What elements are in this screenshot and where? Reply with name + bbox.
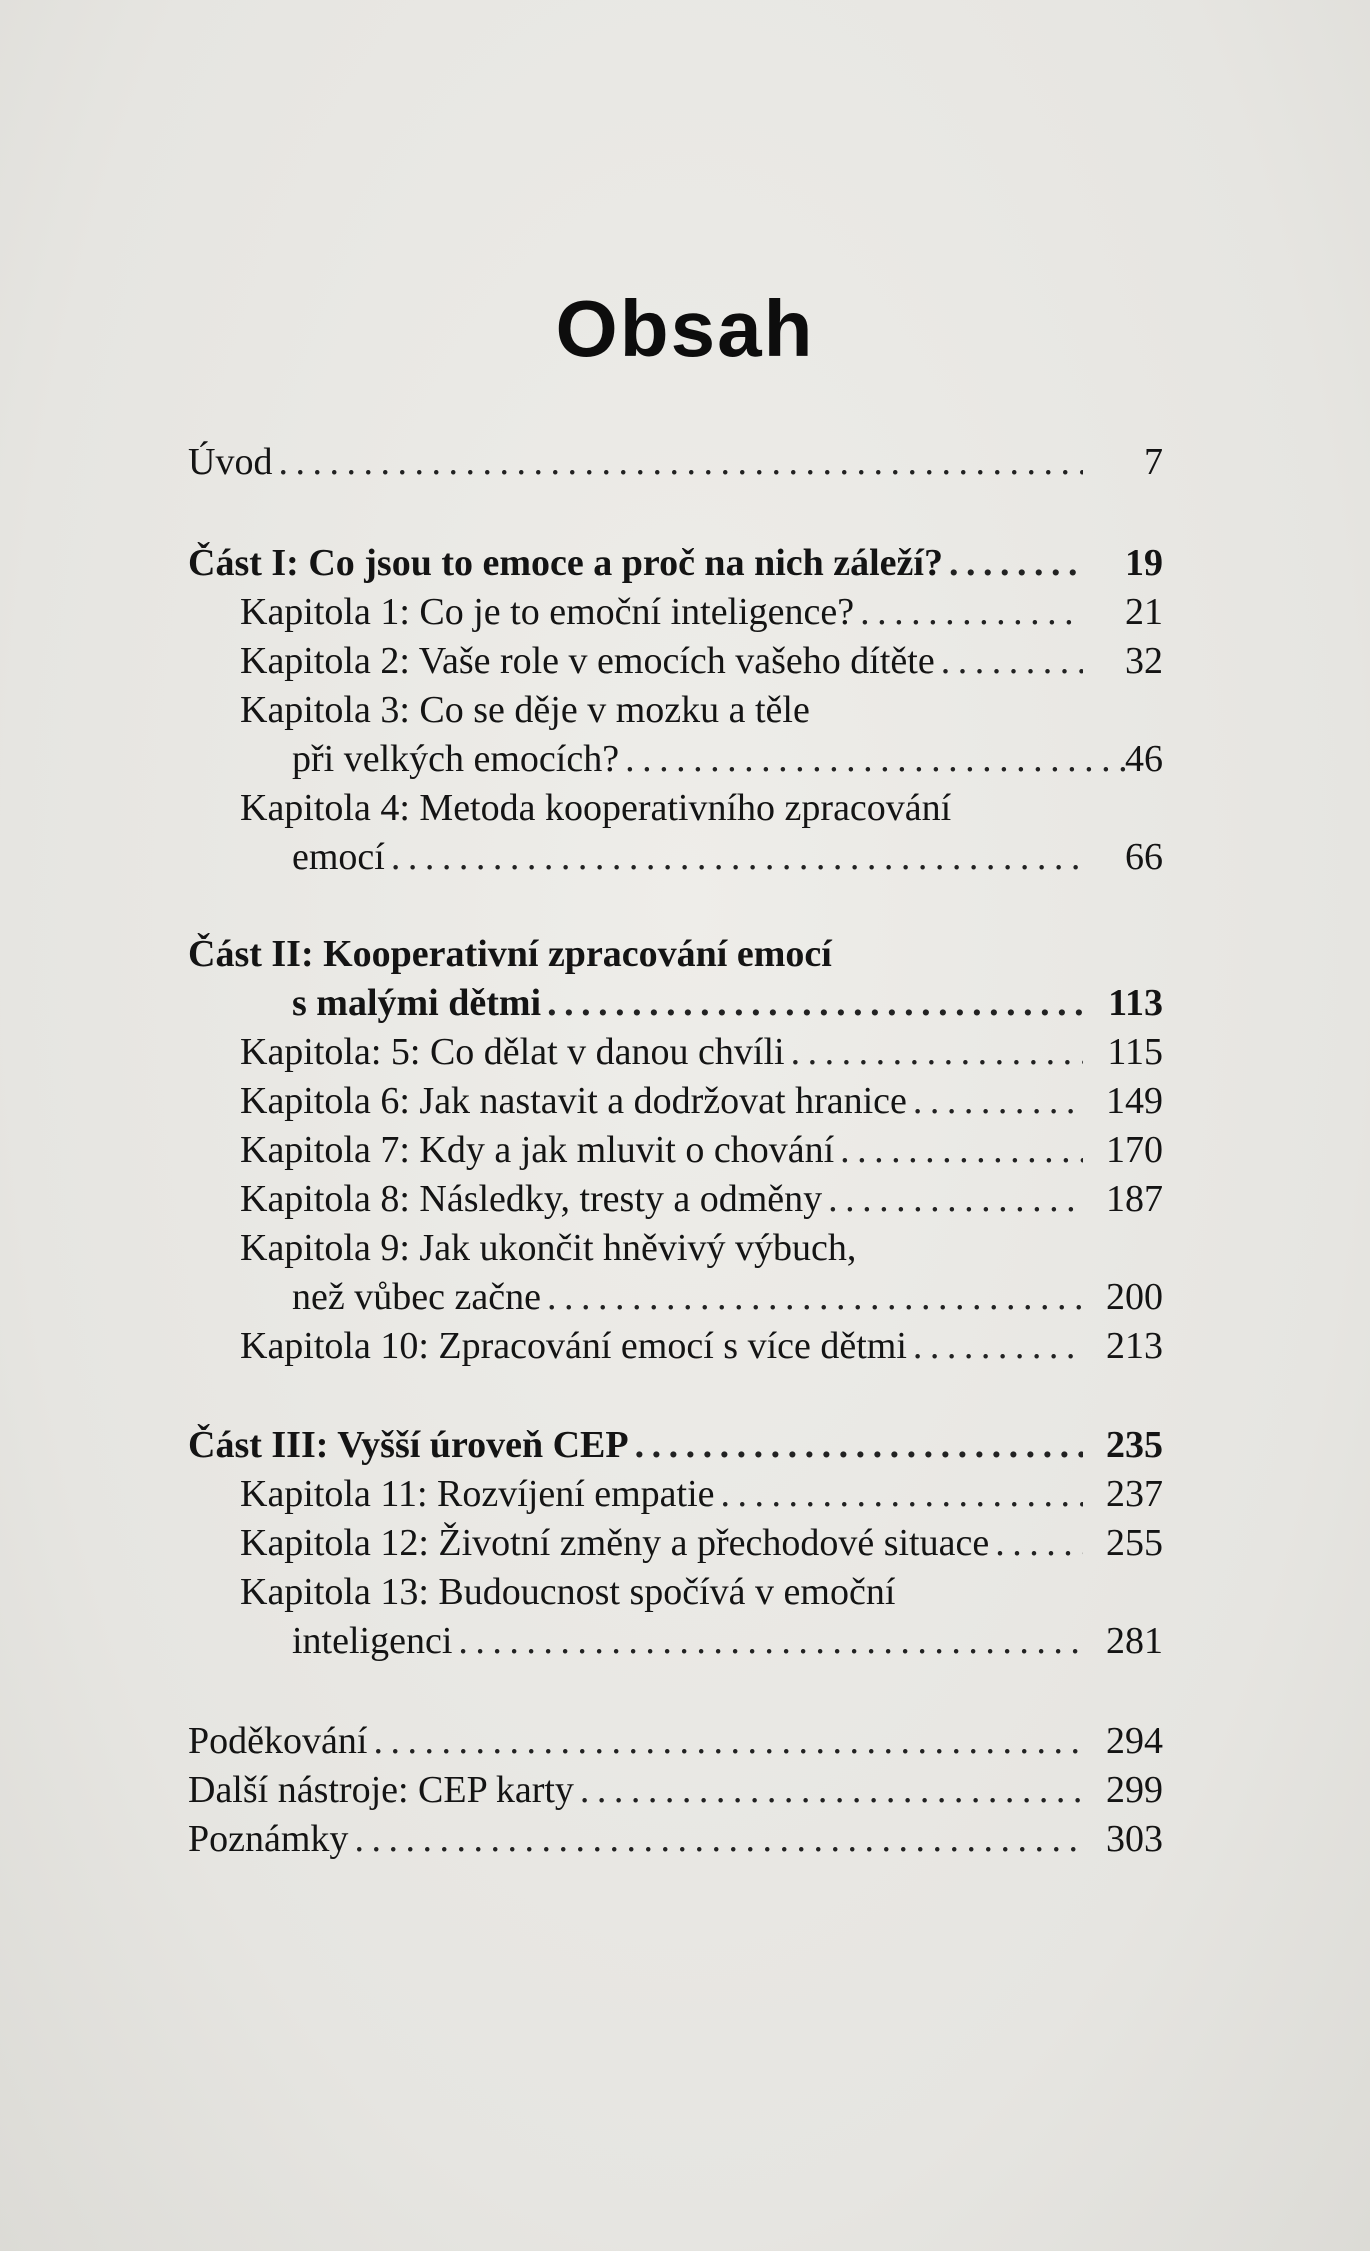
dot-leader	[828, 1174, 1083, 1224]
page-number: 46	[1125, 738, 1163, 780]
toc-entry-chapter-10	[240, 1321, 1163, 1371]
dot-leader	[941, 636, 1083, 686]
dot-leader	[949, 538, 1083, 588]
page-number: 303	[1106, 1818, 1163, 1860]
entry-label: inteligenci	[292, 1620, 453, 1662]
dot-leader	[547, 1272, 1083, 1322]
toc-entry-acknowledgements	[188, 1716, 1163, 1766]
page-number: 281	[1106, 1620, 1163, 1662]
page-title: Obsah	[555, 284, 815, 373]
toc-entry-chapter-11	[240, 1469, 1163, 1519]
toc-entry-chapter-13	[292, 1616, 1163, 1666]
page-number: 7	[1144, 441, 1163, 483]
page-number: 21	[1125, 591, 1163, 633]
entry-label: Kapitola 6: Jak nastavit a dodržovat hranice	[240, 1080, 907, 1122]
toc-entry-chapter-8	[240, 1174, 1163, 1224]
page-number: 213	[1106, 1325, 1163, 1367]
toc-entry-chapter-1	[240, 587, 1163, 637]
entry-label: Kapitola: 5: Co dělat v danou chvíli	[240, 1031, 785, 1073]
toc-entry-chapter-9	[292, 1272, 1163, 1322]
dot-leader	[625, 734, 1135, 784]
toc-entry-chapter-4	[292, 832, 1163, 882]
page-number: 19	[1125, 542, 1163, 584]
entry-label: Kapitola 1: Co je to emoční inteligence?	[240, 591, 855, 633]
toc-entry-chapter-6	[240, 1076, 1163, 1126]
dot-leader	[791, 1027, 1083, 1077]
toc-entry-chapter-7	[240, 1125, 1163, 1175]
toc-entry-notes	[188, 1814, 1163, 1864]
dot-leader	[373, 1716, 1083, 1766]
dot-leader	[860, 587, 1083, 637]
dot-leader	[995, 1518, 1083, 1568]
dot-leader	[913, 1321, 1083, 1371]
entry-label: emocí	[292, 836, 385, 878]
entry-label: Poděkování	[188, 1720, 368, 1762]
dot-leader	[721, 1469, 1083, 1519]
page-number: 235	[1106, 1424, 1163, 1466]
toc-part-2-heading-line-1: Část II: Kooperativní zpracování emocí	[188, 933, 832, 975]
toc-entry-chapter-4-line-1: Kapitola 4: Metoda kooperativního zpracování	[240, 787, 952, 829]
entry-label: při velkých emocích?	[292, 738, 620, 780]
entry-label: Kapitola 12: Životní změny a přechodové situace	[240, 1522, 990, 1564]
dot-leader	[580, 1765, 1083, 1815]
page-number: 115	[1107, 1031, 1163, 1073]
toc-entry-chapter-3	[292, 734, 1163, 784]
dot-leader	[635, 1420, 1083, 1470]
entry-label: Kapitola 7: Kdy a jak mluvit o chování	[240, 1129, 835, 1171]
page-number: 294	[1106, 1720, 1163, 1762]
dot-leader	[840, 1125, 1083, 1175]
toc-part-1-heading	[188, 538, 1163, 588]
page-number: 187	[1106, 1178, 1163, 1220]
toc-entry-chapter-5	[240, 1027, 1163, 1077]
page-number: 299	[1106, 1769, 1163, 1811]
entry-label: Další nástroje: CEP karty	[188, 1769, 574, 1811]
toc-entry-chapter-9-line-1: Kapitola 9: Jak ukončit hněvivý výbuch,	[240, 1227, 857, 1269]
page-number: 32	[1125, 640, 1163, 682]
entry-label: Úvod	[188, 441, 273, 483]
dot-leader	[547, 978, 1083, 1028]
toc-entry-tools	[188, 1765, 1163, 1815]
toc-entry-intro	[188, 437, 1163, 487]
entry-label: Kapitola 10: Zpracování emocí s více dětmi	[240, 1325, 907, 1367]
entry-label: než vůbec začne	[292, 1276, 541, 1318]
dot-leader	[278, 437, 1083, 487]
entry-label: Kapitola 11: Rozvíjení empatie	[240, 1473, 715, 1515]
page-number: 237	[1106, 1473, 1163, 1515]
dot-leader	[354, 1814, 1083, 1864]
dot-leader	[913, 1076, 1083, 1126]
toc-part-2-heading	[292, 978, 1163, 1028]
entry-label: Část III: Vyšší úroveň CEP	[188, 1424, 629, 1466]
toc-entry-chapter-2	[240, 636, 1163, 686]
entry-label: Kapitola 2: Vaše role v emocích vašeho dítěte	[240, 640, 935, 682]
entry-label: Kapitola 8: Následky, tresty a odměny	[240, 1178, 823, 1220]
page-number: 200	[1106, 1276, 1163, 1318]
entry-label: Poznámky	[188, 1818, 349, 1860]
dot-leader	[458, 1616, 1083, 1666]
page-number: 170	[1106, 1129, 1163, 1171]
page-number: 113	[1108, 982, 1163, 1024]
entry-label: s malými dětmi	[292, 982, 542, 1024]
page-number: 255	[1106, 1522, 1163, 1564]
page-number: 66	[1125, 836, 1163, 878]
toc-entry-chapter-12	[240, 1518, 1163, 1568]
toc-part-3-heading	[188, 1420, 1163, 1470]
page-number: 149	[1106, 1080, 1163, 1122]
toc-entry-chapter-13-line-1: Kapitola 13: Budoucnost spočívá v emoční	[240, 1571, 896, 1613]
toc-entry-chapter-3-line-1: Kapitola 3: Co se děje v mozku a těle	[240, 689, 810, 731]
entry-label: Část I: Co jsou to emoce a proč na nich záleží?	[188, 542, 943, 584]
dot-leader	[391, 832, 1083, 882]
